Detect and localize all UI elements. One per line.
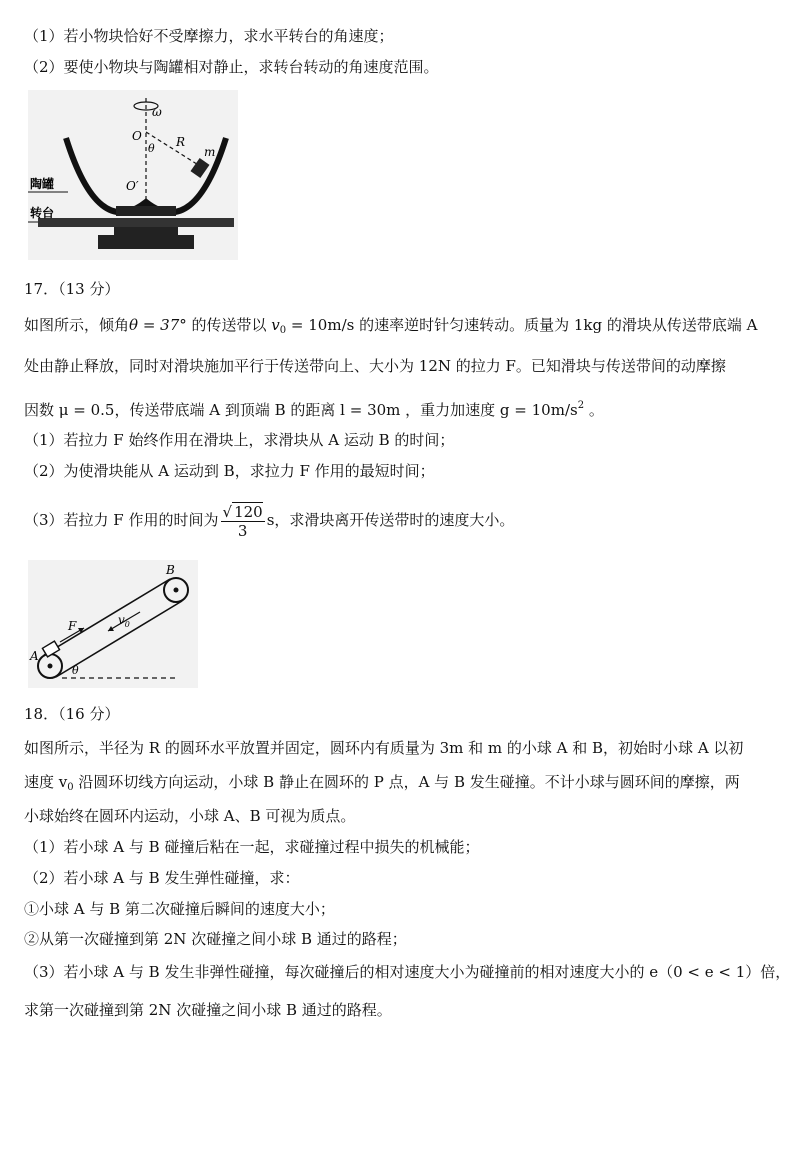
q18-part3: （3）若小球 A 与 B 发生非弹性碰撞，每次碰撞后的相对速度大小为碰撞前的相对速度大小的 e（0 < e < 1）倍， <box>24 963 791 981</box>
point-o-label: O <box>132 129 142 143</box>
q18-part3b: 求第一次碰撞到第 2N 次碰撞之间小球 B 通过的路程。 <box>24 1001 392 1019</box>
q17-text: （3）若拉力 F 作用的时间为 <box>24 511 219 529</box>
q18-part2: （2）若小球 A 与 B 发生弹性碰撞，求： <box>24 869 300 887</box>
force-f-label: F <box>68 619 77 633</box>
q18-text: 沿圆环切线方向运动，小球 B 静止在圆环的 P 点，A 与 B 发生碰撞。不计小球与圆环间的摩擦，两 <box>73 773 740 791</box>
turntable-label: 转台 <box>30 206 55 220</box>
q16-figure-jar-on-turntable <box>28 90 238 260</box>
q17-text: s，求滑块离开传送带时的速度大小。 <box>266 511 515 529</box>
q18-part2a: ①小球 A 与 B 第二次碰撞后瞬间的速度大小； <box>24 900 335 918</box>
q18-sub: 0 <box>67 782 74 793</box>
q18-part1: （1）若小球 A 与 B 碰撞后粘在一起，求碰撞过程中损失的机械能； <box>24 838 480 856</box>
mass-label: m <box>204 145 216 159</box>
q17-stem-line1 <box>24 315 757 341</box>
q16-part2: （2）要使小物块与陶罐相对静止，求转台转动的角速度范围。 <box>24 58 439 76</box>
q17-stem-line2: 处由静止释放，同时对滑块施加平行于传送带向上、大小为 12N 的拉力 F。已知滑块与传送带间的动摩擦 <box>24 357 726 375</box>
q17-den: 3 <box>237 522 248 540</box>
q17-stem-line3 <box>24 396 604 420</box>
q17-fraction: $\frac{√ 120}{3}$ <box>222 503 263 540</box>
q16-part1: （1）若小物块恰好不受摩擦力，求水平转台的角速度； <box>24 27 394 45</box>
q18-text: 速度 v <box>24 773 68 791</box>
q17-sup: 2 <box>577 400 585 411</box>
q17-v: v <box>271 316 280 334</box>
q17-text: 。 <box>584 401 604 419</box>
q17-angle: θ = 37° <box>129 316 187 334</box>
q18-stem-line2 <box>24 772 740 798</box>
q17-part2: （2）为使滑块能从 A 运动到 B，求拉力 F 作用的最短时间； <box>24 462 435 480</box>
q17-part1: （1）若拉力 F 始终作用在滑块上，求滑块从 A 运动 B 的时间； <box>24 431 455 449</box>
point-o-prime-label: O′ <box>126 179 139 193</box>
q17-sqrt-num: 120 <box>234 503 263 521</box>
v0-label: $v_0$ <box>118 613 130 629</box>
q18-header: 18．（16 分） <box>24 705 120 723</box>
theta-label: θ <box>72 664 79 677</box>
q18-part2b: ②从第一次碰撞到第 2N 次碰撞之间小球 B 通过的路程； <box>24 930 407 948</box>
q17-figure-conveyor <box>28 560 198 688</box>
q18-stem-line1: 如图所示，半径为 R 的圆环水平放置并固定，圆环内有质量为 3m 和 m 的小球 A 和 B，初始时小球 A 以初 <box>24 739 744 757</box>
jar-label: 陶罐 <box>30 177 55 191</box>
radius-label: R <box>176 135 186 149</box>
q17-text: 的传送带以 <box>186 316 272 334</box>
q17-v-sub: 0 <box>279 325 287 336</box>
q17-part3 <box>24 502 514 540</box>
omega-label: ω <box>152 105 162 119</box>
theta-label: θ <box>148 142 155 155</box>
q17-header: 17．（13 分） <box>24 280 120 298</box>
point-b-label: B <box>166 563 175 577</box>
point-a-label: A <box>30 649 39 663</box>
q17-text: 因数 μ = 0.5，传送带底端 A 到顶端 B 的距离 l = 30m ，重力加速度 g = 10m/s <box>24 401 578 419</box>
q17-text: 如图所示，倾角 <box>24 316 130 334</box>
q18-stem-line3: 小球始终在圆环内运动，小球 A、B 可视为质点。 <box>24 807 356 825</box>
q17-text: = 10m/s 的速率逆时针匀速转动。质量为 1kg 的滑块从传送带底端 A <box>286 316 758 334</box>
